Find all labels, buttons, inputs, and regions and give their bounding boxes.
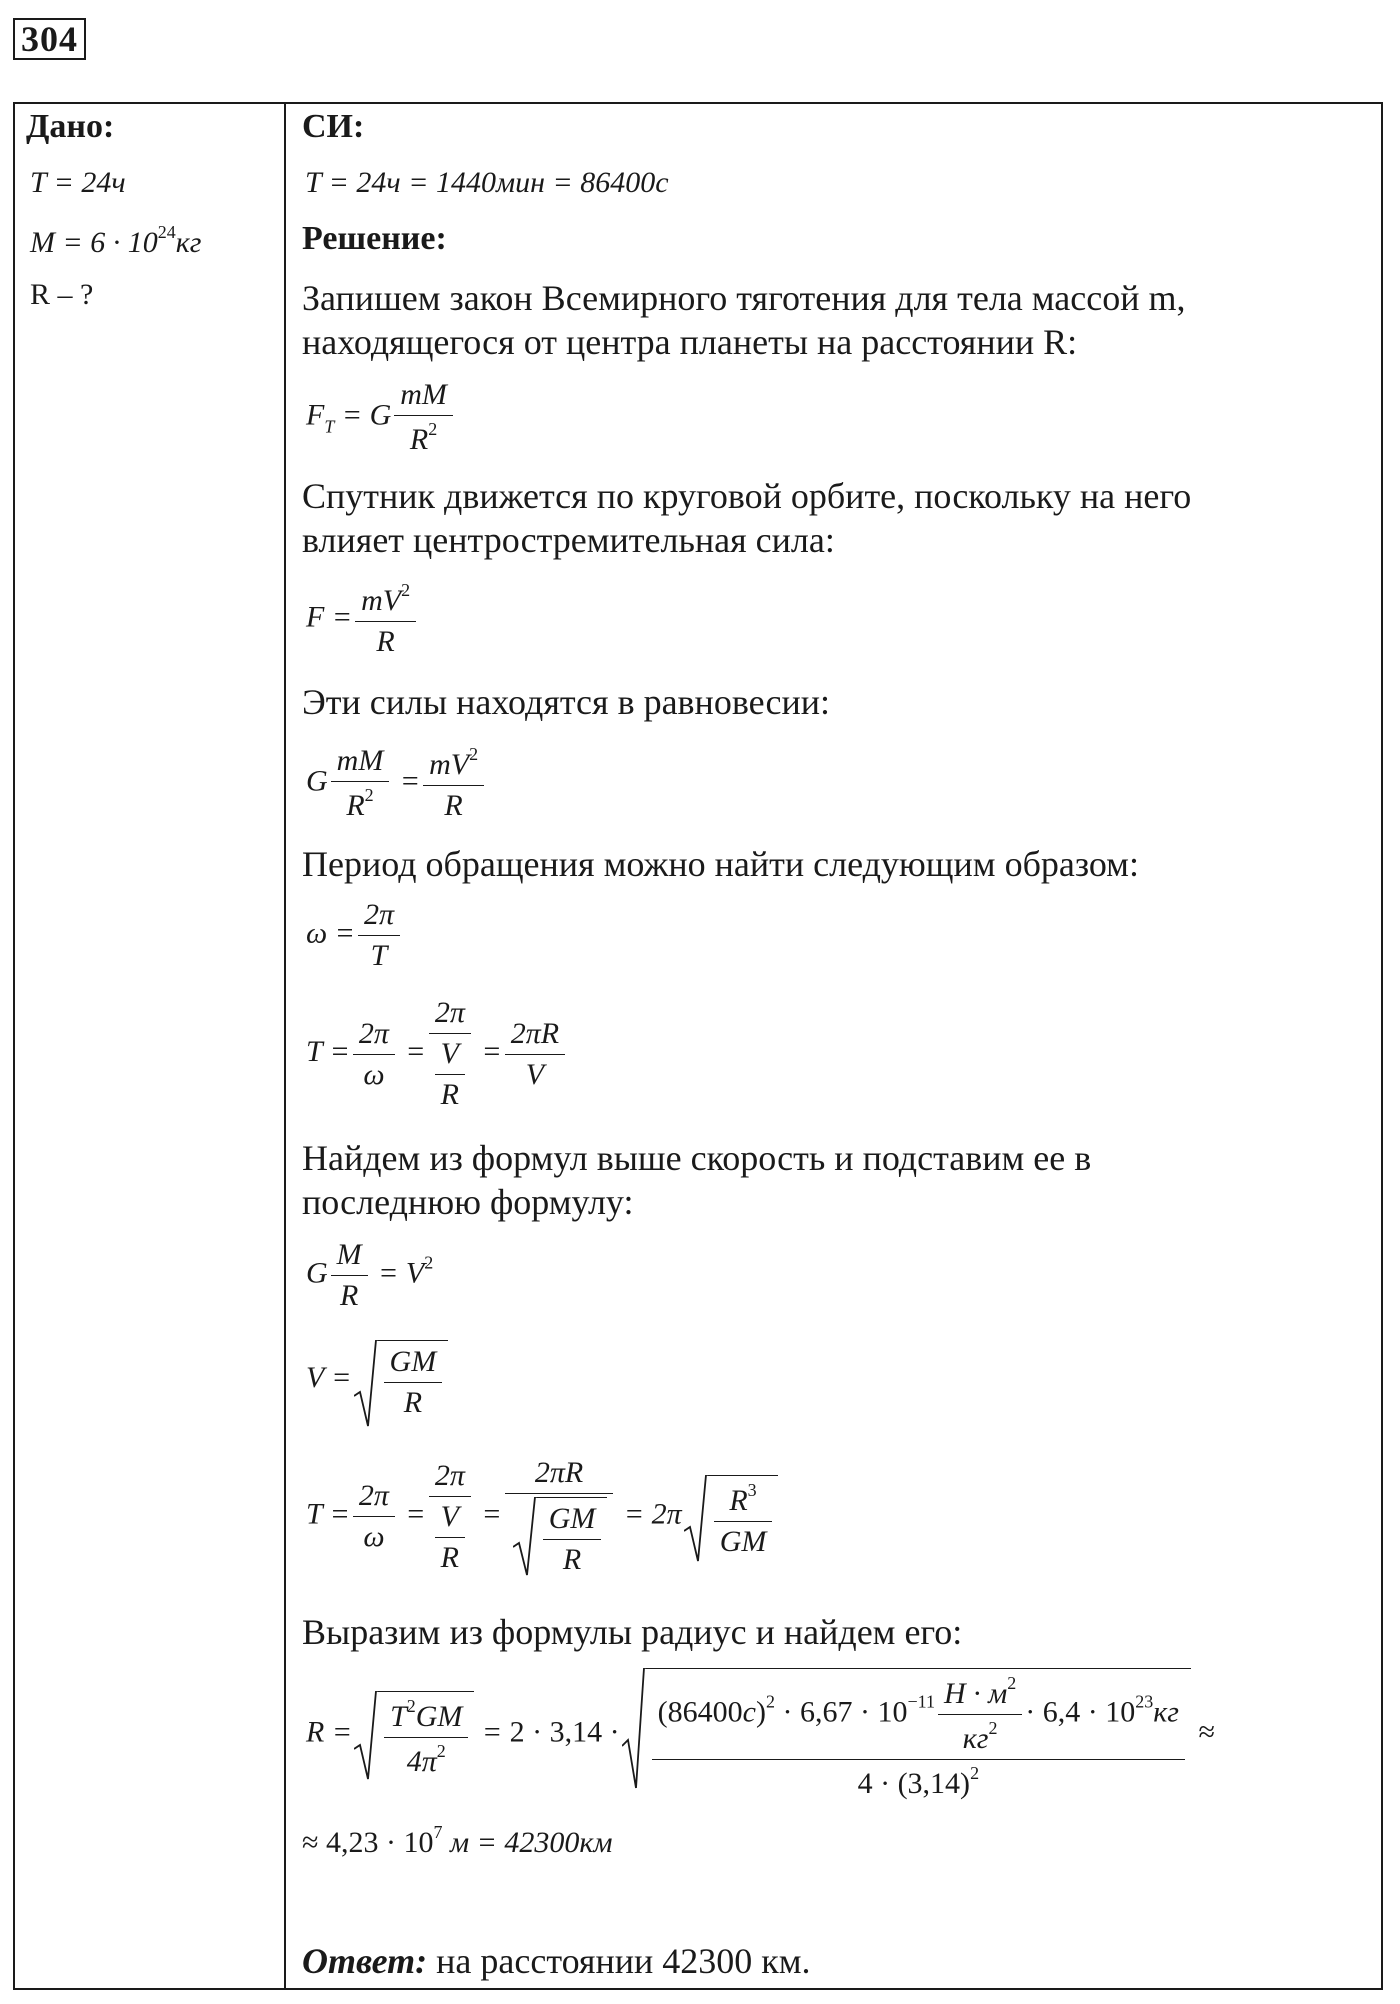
sqrt: $(86400c)^2 \cdot 6,67 \cdot 10^{-11}$ $H \cdot м^2$ $кг^2$ · $6,4 \cdot 10^{23}кг$ $4 \cdot (3,14)^2$ <box>622 1668 1191 1801</box>
given-mass-exponent: 24 <box>157 222 176 242</box>
formula-period-1: T = $\frac{2\pi}{\omega}$ = $\frac{2\pi}{\frac{V}{R}}$ = $\frac{2\pi R}{V}$ <box>306 996 568 1112</box>
given-period: T = 24ч <box>30 166 126 199</box>
fraction: $\frac{mM}{R^2}$ <box>394 378 453 457</box>
solution-text-4: влияет центростремительная сила: <box>302 520 835 560</box>
fraction: $\frac{2\pi}{\omega}$ <box>353 1479 395 1554</box>
solution-text-7: Найдем из формул выше скорость и подставим ее в <box>302 1138 1092 1178</box>
fraction: $\frac{mV^2}{R}$ <box>423 744 484 823</box>
column-divider <box>284 102 286 1990</box>
formula-period-2: T = $\frac{2\pi}{\omega}$ = $\frac{2\pi}{\frac{V}{R}}$ = 2πR $\frac{GM}{R}$ = 2π $\frac{R^3}{GM}$ <box>306 1456 778 1577</box>
given-mass <box>30 222 201 260</box>
solution-text-2: находящегося от центра планеты на расстоянии R: <box>302 322 1078 362</box>
fraction: $\frac{2\pi}{\frac{V}{R}}$ <box>429 996 471 1112</box>
solution-text-5: Эти силы находятся в равновесии: <box>302 682 830 722</box>
answer-line <box>302 1940 811 1982</box>
result-exponent: 7 <box>433 1822 443 1842</box>
result-value: ≈ 4,23 · 10 <box>302 1826 434 1859</box>
formula-velocity: V = $\frac{GM}{R}$ <box>306 1340 448 1420</box>
formula-radius: R = $\frac{T^2GM}{4\pi^2}$ = 2 · 3,14 · $(86400c)^2 \cdot 6,67 \cdot 10^{-11}$ $H \cdot м^2$ $кг^2$ · $6,4 \cdot 10^{23}кг$ $4 \cdot (3,14)^2$ ≈ <box>306 1668 1215 1801</box>
solution-text-3: Спутник движется по круговой орбите, поскольку на него <box>302 476 1192 516</box>
fraction: $\frac{M}{R}$ <box>331 1238 368 1313</box>
answer-text: на расстоянии 42300 км. <box>427 1941 811 1981</box>
formula-centripetal: F = $\frac{mV^2}{R}$ <box>306 580 419 659</box>
sqrt: $\frac{GM}{R}$ <box>354 1340 449 1420</box>
solution-text-9: Выразим из формулы радиус и найдем его: <box>302 1612 963 1652</box>
result <box>302 1822 613 1860</box>
fraction: $\frac{mM}{R^2}$ <box>331 744 390 823</box>
fraction: $\frac{2\pi}{T}$ <box>358 898 400 973</box>
fraction: $\frac{2\pi R}{V}$ <box>505 1017 565 1092</box>
solution-text-8: последнюю формулу: <box>302 1182 634 1222</box>
fraction: 2πR $\frac{GM}{R}$ <box>505 1456 614 1577</box>
formula-omega: ω = $\frac{2\pi}{T}$ <box>306 898 403 973</box>
result-tail: м = 42300км <box>449 1826 613 1859</box>
sqrt: $\frac{T^2GM}{4\pi^2}$ <box>354 1691 474 1779</box>
si-heading: СИ: <box>302 108 365 145</box>
formula-equilibrium: G $\frac{mM}{R^2}$ = $\frac{mV^2}{R}$ <box>306 744 487 823</box>
given-heading: Дано: <box>26 108 115 145</box>
sqrt: $\frac{R^3}{GM}$ <box>684 1475 779 1559</box>
given-mass-unit: кг <box>175 226 202 259</box>
given-mass-value: M = 6 · 10 <box>30 226 158 259</box>
solution-heading: Решение: <box>302 220 447 257</box>
si-conversion: T = 24ч = 1440мин = 86400c <box>305 166 669 199</box>
solution-text-1: Запишем закон Всемирного тяготения для тела массой m, <box>302 278 1186 318</box>
fraction: $\frac{2\pi}{\frac{V}{R}}$ <box>429 1459 471 1575</box>
answer-label: Ответ: <box>302 1941 428 1981</box>
fraction: $\frac{mV^2}{R}$ <box>355 580 416 659</box>
formula-gravity: $F_T = G$ $\frac{mM}{R^2}$ <box>306 378 456 457</box>
given-find: R – ? <box>30 278 94 311</box>
formula-velocity-sq: G $\frac{M}{R}$ = $V^2$ <box>306 1238 434 1312</box>
solution-text-6: Период обращения можно найти следующим образом: <box>302 844 1139 884</box>
fraction: $\frac{2\pi}{\omega}$ <box>353 1017 395 1092</box>
problem-number: 304 <box>13 18 86 60</box>
